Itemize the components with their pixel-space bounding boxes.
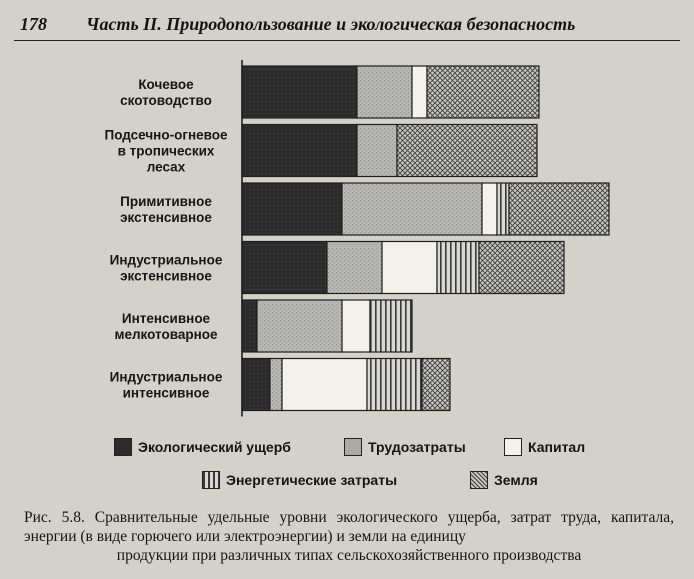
bar-segment-labor — [257, 300, 342, 352]
page-header — [14, 10, 680, 41]
bar-segment-damage — [242, 125, 357, 177]
legend-item-land — [470, 471, 538, 489]
bar-segment-land — [479, 242, 564, 294]
legend-label-land: Земля — [494, 472, 538, 488]
bar-segment-labor — [357, 66, 412, 118]
legend-item-capital — [504, 438, 585, 456]
bar-segment-capital — [282, 359, 367, 411]
bar-segment-labor — [357, 125, 397, 177]
bar-segment-damage — [242, 183, 342, 235]
bar-segment-capital — [482, 183, 497, 235]
stacked-bar-chart — [0, 48, 694, 418]
bar-segment-energy — [437, 242, 479, 294]
category-label: Индустриальное экстенсивное — [109, 252, 223, 284]
legend-label-labor: Трудозатраты — [368, 439, 466, 455]
legend-label-energy: Энергетические затраты — [226, 472, 398, 488]
bar-segment-land — [397, 125, 537, 177]
category-label: Подсечно-огневое в тропических лесах — [104, 127, 228, 175]
bar-segment-labor — [342, 183, 482, 235]
caption-text: Рис. 5.8. Сравнительные удельные уровни экологического ущерба, затрат труда, капитала, энергии (в виде горючего или электроэнергии) и земли на единицу — [24, 509, 674, 545]
bar-segment-land — [427, 66, 539, 118]
bar-segment-damage — [242, 300, 257, 352]
legend — [0, 425, 694, 505]
bar-segment-capital — [342, 300, 370, 352]
legend-label-capital: Капитал — [528, 439, 586, 455]
legend-item-damage — [114, 438, 291, 456]
legend-swatch-damage — [114, 438, 132, 456]
bar-segment-energy — [367, 359, 422, 411]
category-label: Примитивное экстенсивное — [120, 194, 212, 225]
legend-item-labor — [344, 438, 466, 456]
bar-segment-capital — [382, 242, 437, 294]
running-title: Часть II. Природопользование и экологическая безопасность — [86, 14, 576, 34]
legend-swatch-land — [470, 471, 488, 489]
bar-segment-damage — [242, 66, 357, 118]
caption-last-line: продукции при различных типах сельскохозяйственного производства — [116, 547, 582, 564]
legend-label-damage: Экологический ущерб — [138, 439, 291, 455]
bar-segment-damage — [242, 242, 327, 294]
bar-segment-capital — [412, 66, 427, 118]
legend-swatch-labor — [344, 438, 362, 456]
legend-swatch-capital — [504, 438, 522, 456]
category-label: Интенсивное мелкотоварное — [114, 311, 218, 342]
bar-segment-land — [422, 359, 450, 411]
bar-segment-labor — [270, 359, 282, 411]
bar-segment-labor — [327, 242, 382, 294]
bar-segment-land — [509, 183, 609, 235]
category-label: Кочевое скотоводство — [120, 77, 212, 108]
page-number: 178 — [20, 14, 47, 34]
bar-segment-damage — [242, 359, 270, 411]
bar-segment-energy — [370, 300, 412, 352]
figure-caption — [24, 508, 674, 565]
category-label: Индустриальное интенсивное — [109, 369, 223, 401]
bar-segment-energy — [497, 183, 509, 235]
legend-swatch-energy — [202, 471, 220, 489]
legend-item-energy — [202, 471, 397, 489]
